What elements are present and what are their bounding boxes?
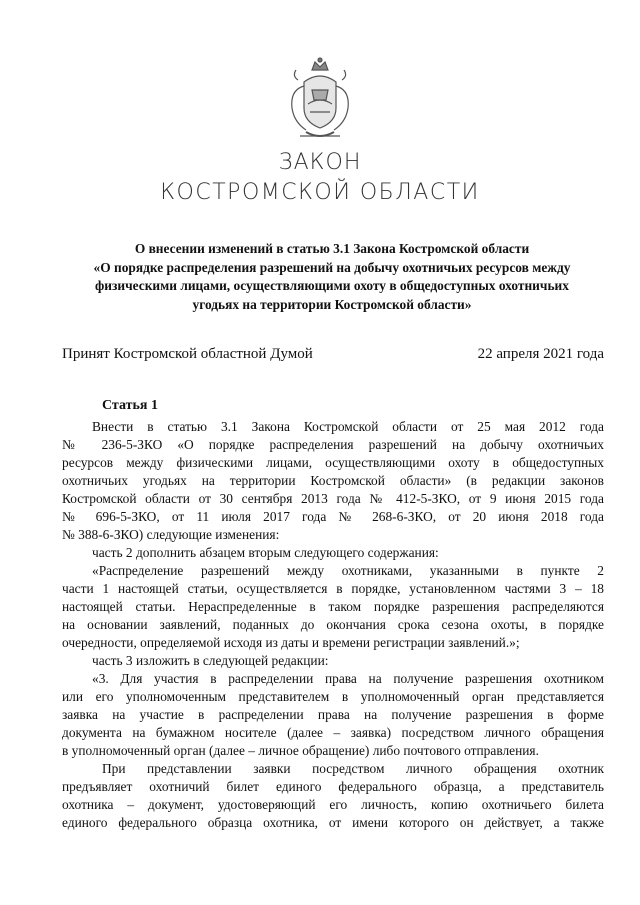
text-line: Внести в статью 3.1 Закона Костромской области от 25 мая 2012 года: [92, 419, 604, 434]
text-line: документа на бумажном носителе (далее – заявка) посредством личного обращения: [62, 725, 604, 740]
text-line: «Распределение разрешений между охотниками, указанными в пункте 2: [92, 563, 604, 578]
text-line: При представлении заявки посредством личного обращения охотник: [102, 761, 604, 776]
law-title-line-2: КОСТРОМСКОЙ ОБЛАСТИ: [160, 180, 480, 205]
heading-line: физическими лицами, осуществляющими охоту в общедоступных охотничьих: [95, 278, 569, 293]
text-line: № 236-5-ЗКО «О порядке распределения разрешений на добычу охотничьих: [62, 437, 604, 452]
heading-line: «О порядке распределения разрешений на добычу охотничьих ресурсов между: [93, 259, 571, 275]
text-line: № 388-6-ЗКО) следующие изменения:: [62, 527, 280, 542]
adoption-date: 22 апреля 2021 года: [477, 346, 604, 362]
text-line: Костромской области от 30 сентября 2013 года № 412-5-ЗКО, от 9 июня 2015 года: [62, 491, 604, 506]
law-title-line-1: ЗАКОН: [278, 150, 362, 175]
text-line: № 696-5-ЗКО, от 11 июля 2017 года № 268-6-ЗКО, от 20 июня 2018 года: [62, 509, 604, 524]
heading-line: угодьях на территории Костромской области»: [192, 296, 472, 312]
text-line: части 1 настоящей статьи, осуществляется в порядке, установленном частями 3 – 18: [62, 581, 604, 596]
text-line: часть 3 изложить в следующей редакции:: [92, 653, 329, 668]
text-line: предъявляет охотничий билет единого федерального образца, а представитель: [62, 779, 604, 794]
kostroma-coat-of-arms-icon: [282, 56, 358, 146]
article-body: [62, 418, 604, 832]
adopted-by: Принят Костромской областной Думой: [62, 346, 313, 362]
text-line: «3. Для участия в распределении права на получение разрешения охотником: [92, 671, 604, 686]
article-title: Статья 1: [102, 398, 158, 413]
text-line: заявка на участие в распределении права на получение разрешения в форме: [62, 707, 604, 722]
text-line: в уполномоченный орган (далее – личное обращение) либо почтового отправления.: [62, 743, 539, 758]
text-line: охотничьих угодьях на территории Костромской области» (в редакции законов: [62, 473, 604, 488]
text-line: настоящей статьи. Нераспределенные в таком порядке разрешения распределяются: [62, 599, 604, 614]
text-line: часть 2 дополнить абзацем вторым следующего содержания:: [92, 545, 439, 560]
text-line: или его уполномоченным представителем в уполномоченный орган представляется: [62, 689, 604, 704]
law-heading: [62, 240, 602, 314]
text-line: ресурсов между физическими лицами, осуществляющими охоту в общедоступных: [62, 455, 604, 470]
text-line: очередности, определяемой исходя из даты и времени регистрации заявлений.»;: [62, 635, 520, 650]
heading-line: О внесении изменений в статью 3.1 Закона Костромской области: [134, 241, 530, 256]
text-line: на основании заявлений, поданных до окончания срока сезона охоты, в порядке: [62, 617, 604, 632]
text-line: единого федерального образца охотника, от имени которого он действует, а также: [62, 815, 604, 830]
text-line: охотника – документ, удостоверяющий его личность, копию охотничьего билета: [62, 797, 604, 812]
